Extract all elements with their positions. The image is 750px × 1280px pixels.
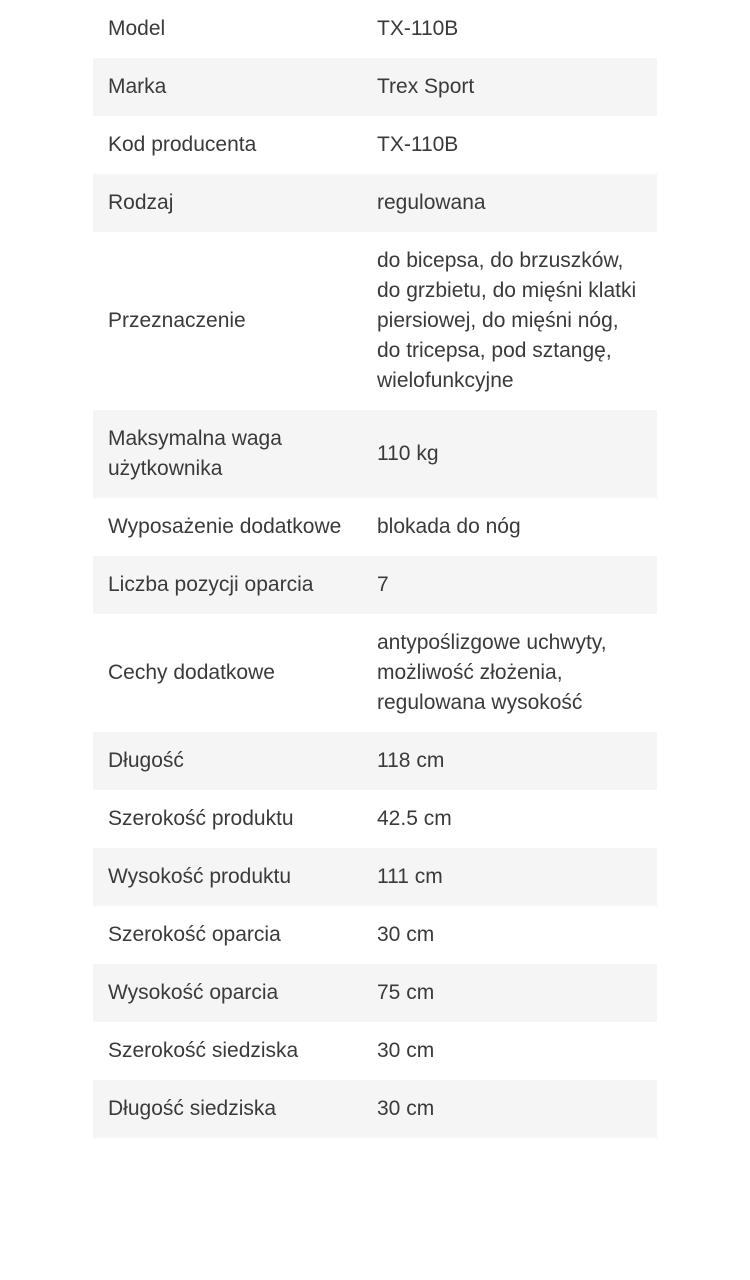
spec-label: Model bbox=[108, 17, 166, 40]
spec-value: antypoślizgowe uchwyty, możliwość złożenia, regulowana wysokość bbox=[377, 631, 607, 714]
spec-value: blokada do nóg bbox=[377, 515, 521, 538]
spec-value: Trex Sport bbox=[377, 75, 475, 98]
spec-row-maksymalna-waga bbox=[93, 410, 657, 498]
spec-row-marka bbox=[93, 58, 657, 116]
spec-value: 110 kg bbox=[377, 442, 439, 465]
spec-label: Wysokość produktu bbox=[108, 865, 292, 888]
spec-row-szerokosc-siedziska bbox=[93, 1022, 657, 1080]
spec-value: 42.5 cm bbox=[377, 807, 452, 830]
spec-row-liczba-pozycji-oparcia bbox=[93, 556, 657, 614]
spec-value: 30 cm bbox=[377, 1097, 435, 1120]
spec-row-wysokosc-produktu bbox=[93, 848, 657, 906]
spec-label: Rodzaj bbox=[108, 191, 174, 214]
spec-label: Wysokość oparcia bbox=[108, 981, 279, 1004]
spec-value: do bicepsa, do brzuszków, do grzbietu, do mięśni klatki piersiowej, do mięśni nóg, do tricepsa, pod sztangę, wielofunkcyjne bbox=[377, 249, 637, 392]
spec-row-cechy-dodatkowe bbox=[93, 614, 657, 732]
spec-row-kod-producenta bbox=[93, 116, 657, 174]
spec-row-przeznaczenie bbox=[93, 232, 657, 410]
spec-value: 7 bbox=[377, 573, 389, 596]
spec-label: Maksymalna waga użytkownika bbox=[108, 427, 282, 480]
spec-label: Długość siedziska bbox=[108, 1097, 277, 1120]
spec-value: 75 cm bbox=[377, 981, 435, 1004]
spec-value: TX-110B bbox=[377, 17, 459, 40]
spec-row-szerokosc-produktu bbox=[93, 790, 657, 848]
spec-label: Długość bbox=[108, 749, 184, 772]
spec-label: Szerokość siedziska bbox=[108, 1039, 299, 1062]
spec-value: 111 cm bbox=[377, 865, 443, 888]
spec-value: TX-110B bbox=[377, 133, 459, 156]
spec-label: Kod producenta bbox=[108, 133, 257, 156]
spec-value: regulowana bbox=[377, 191, 486, 214]
spec-label: Cechy dodatkowe bbox=[108, 661, 275, 684]
spec-value: 30 cm bbox=[377, 1039, 435, 1062]
spec-value: 118 cm bbox=[377, 749, 445, 772]
spec-value: 30 cm bbox=[377, 923, 435, 946]
spec-row-wysokosc-oparcia bbox=[93, 964, 657, 1022]
spec-row-dlugosc-siedziska bbox=[93, 1080, 657, 1138]
product-spec-table bbox=[93, 0, 657, 1138]
spec-row-rodzaj bbox=[93, 174, 657, 232]
spec-row-wyposazenie-dodatkowe bbox=[93, 498, 657, 556]
spec-label: Marka bbox=[108, 75, 167, 98]
spec-label: Przeznaczenie bbox=[108, 309, 246, 332]
spec-label: Wyposażenie dodatkowe bbox=[108, 515, 342, 538]
spec-row-dlugosc bbox=[93, 732, 657, 790]
spec-row-model bbox=[93, 0, 657, 58]
spec-label: Liczba pozycji oparcia bbox=[108, 573, 314, 596]
spec-label: Szerokość oparcia bbox=[108, 923, 281, 946]
spec-label: Szerokość produktu bbox=[108, 807, 294, 830]
spec-row-szerokosc-oparcia bbox=[93, 906, 657, 964]
